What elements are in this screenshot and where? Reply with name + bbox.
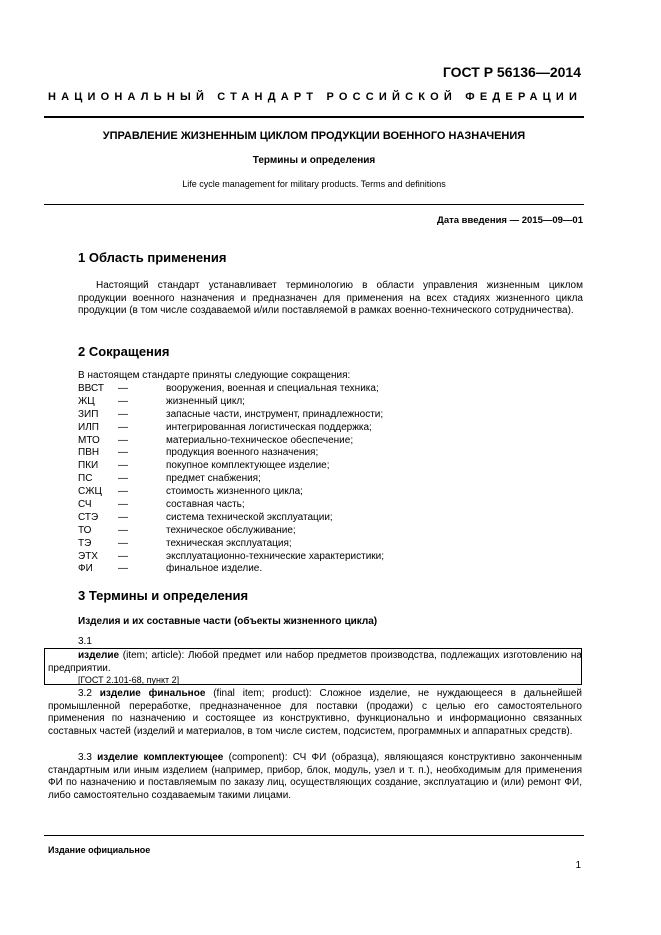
abbreviation-dash: — (118, 434, 128, 446)
abbreviation-dash: — (118, 537, 128, 549)
abbreviation-dash: — (118, 460, 128, 472)
abbreviation-code: ФИ (78, 563, 93, 575)
abbreviation-dash: — (118, 550, 128, 562)
abbreviation-meaning: эксплуатационно-технические характеристики; (166, 550, 385, 562)
term-3-2-definition (48, 688, 582, 738)
abbreviation-dash: — (118, 395, 128, 407)
term-3-2-name: изделие финальное (99, 688, 206, 699)
abbreviation-code: СТЭ (78, 511, 99, 523)
header-rule (44, 116, 584, 118)
abbreviation-dash: — (118, 486, 128, 498)
term-3-1-text: (item; article): Любой предмет или набор предметов производства, подлежащих изготовлению на предприятии. (48, 650, 582, 674)
abbreviation-code: ТЭ (78, 537, 92, 549)
official-edition-label: Издание официальное (48, 845, 151, 855)
abbreviation-code: ЗИП (78, 408, 99, 420)
abbreviation-code: СЧ (78, 499, 92, 511)
term-3-3-definition (48, 752, 582, 802)
abbreviation-code: ЭТХ (78, 550, 98, 562)
abbreviation-dash: — (118, 511, 128, 523)
abbreviation-code: ТО (78, 524, 92, 536)
abbreviation-meaning: жизненный цикл; (166, 395, 245, 407)
term-3-3-name: изделие комплектующее (97, 752, 224, 763)
page-number: 1 (575, 860, 581, 871)
title-rule (44, 204, 584, 205)
section-3-subheading: Изделия и их составные части (объекты жизненного цикла) (78, 616, 378, 627)
national-standard-banner: НАЦИОНАЛЬНЫЙ СТАНДАРТ РОССИЙСКОЙ ФЕДЕРАЦИИ (48, 91, 583, 103)
abbreviation-dash: — (118, 524, 128, 536)
abbreviation-code: ПС (78, 473, 93, 485)
term-3-1-number: 3.1 (78, 636, 92, 647)
abbreviation-meaning: покупное комплектующее изделие; (166, 460, 330, 472)
section-1-heading: 1 Область применения (78, 250, 227, 265)
abbreviation-meaning: техническая эксплуатация; (166, 537, 292, 549)
abbreviation-dash: — (118, 473, 128, 485)
abbreviation-meaning: финальное изделие. (166, 563, 263, 575)
abbreviation-code: ПКИ (78, 460, 99, 472)
effective-date: Дата введения — 2015—09—01 (437, 215, 583, 226)
document-subtitle: Термины и определения (252, 155, 376, 166)
footer-rule (44, 835, 584, 836)
term-3-2-number: 3.2 (78, 688, 92, 699)
abbreviation-dash: — (118, 499, 128, 511)
abbreviation-meaning: интегрированная логистическая поддержка; (166, 421, 372, 433)
abbreviation-meaning: стоимость жизненного цикла; (166, 486, 303, 498)
section-2-heading: 2 Сокращения (78, 344, 170, 359)
abbreviation-code: ЖЦ (78, 395, 95, 407)
abbreviation-dash: — (118, 421, 128, 433)
abbreviation-dash: — (118, 563, 128, 575)
document-title-english: Life cycle management for military products. Terms and definitions (182, 179, 446, 189)
abbreviation-code: МТО (78, 434, 100, 446)
abbreviations-intro: В настоящем стандарте приняты следующие сокращения: (78, 370, 351, 381)
abbreviation-meaning: вооружения, военная и специальная техника; (166, 383, 379, 394)
abbreviation-code: ИЛП (78, 421, 99, 433)
abbreviation-meaning: материально-техническое обеспечение; (166, 434, 354, 446)
term-3-1-name: изделие (78, 650, 120, 661)
abbreviation-dash: — (118, 447, 128, 459)
abbreviation-meaning: запасные части, инструмент, принадлежности; (166, 408, 384, 420)
abbreviation-meaning: продукция военного назначения; (166, 447, 319, 459)
abbreviation-meaning: техническое обслуживание; (166, 524, 296, 536)
abbreviation-code: ВВСТ (78, 383, 105, 394)
term-3-2-text: (final item; product): Сложное изделие, не нуждающееся в дальнейшей промышленной переработке, предназначенное для поставки (продажи) с целью его самостоятельного применения по назначению и состоящее из конструктивно, функционально и информационно связанных составных частей (изделий и материалов, в том числе систем, подсистем, программных и аппаратных средств). (48, 688, 583, 737)
abbreviation-code: СЖЦ (78, 486, 102, 498)
abbreviation-meaning: составная часть; (166, 499, 245, 511)
term-3-3-number: 3.3 (78, 752, 92, 763)
term-3-1-definition (48, 650, 582, 675)
term-3-1-source: [ГОСТ 2.101-68, пункт 2] (78, 675, 180, 685)
term-3-3-text: (component): СЧ ФИ (образца), являющаяся конструктивно законченным стандартным или иным изделием (например, прибор, блок, модуль, узел и т. п.), необходимым для применения ФИ по назначению и поставляемым по заказу лиц, осуществляющих создание, эксплуатацию и (или) ремонт ФИ, либо самостоятельно создаваемым такими лицами. (48, 752, 583, 801)
document-title: УПРАВЛЕНИЕ ЖИЗНЕННЫМ ЦИКЛОМ ПРОДУКЦИИ ВОЕННОГО НАЗНАЧЕНИЯ (102, 130, 526, 142)
abbreviation-dash: — (118, 408, 128, 420)
section-3-heading: 3 Термины и определения (78, 588, 249, 603)
abbreviation-meaning: предмет снабжения; (166, 473, 261, 485)
standard-number: ГОСТ Р 56136—2014 (442, 64, 581, 80)
abbreviation-code: ПВН (78, 447, 100, 459)
section-1-text: Настоящий стандарт устанавливает терминологию в области управления жизненным циклом продукции военного назначения и предназначен для применения на всех стадиях жизненного цикла продукции (в том числе создаваемой и/или поставляемой в рамках военно-технического сотрудничества). (78, 280, 583, 317)
abbreviation-meaning: система технической эксплуатации; (166, 511, 333, 523)
abbreviation-dash: — (118, 383, 128, 394)
